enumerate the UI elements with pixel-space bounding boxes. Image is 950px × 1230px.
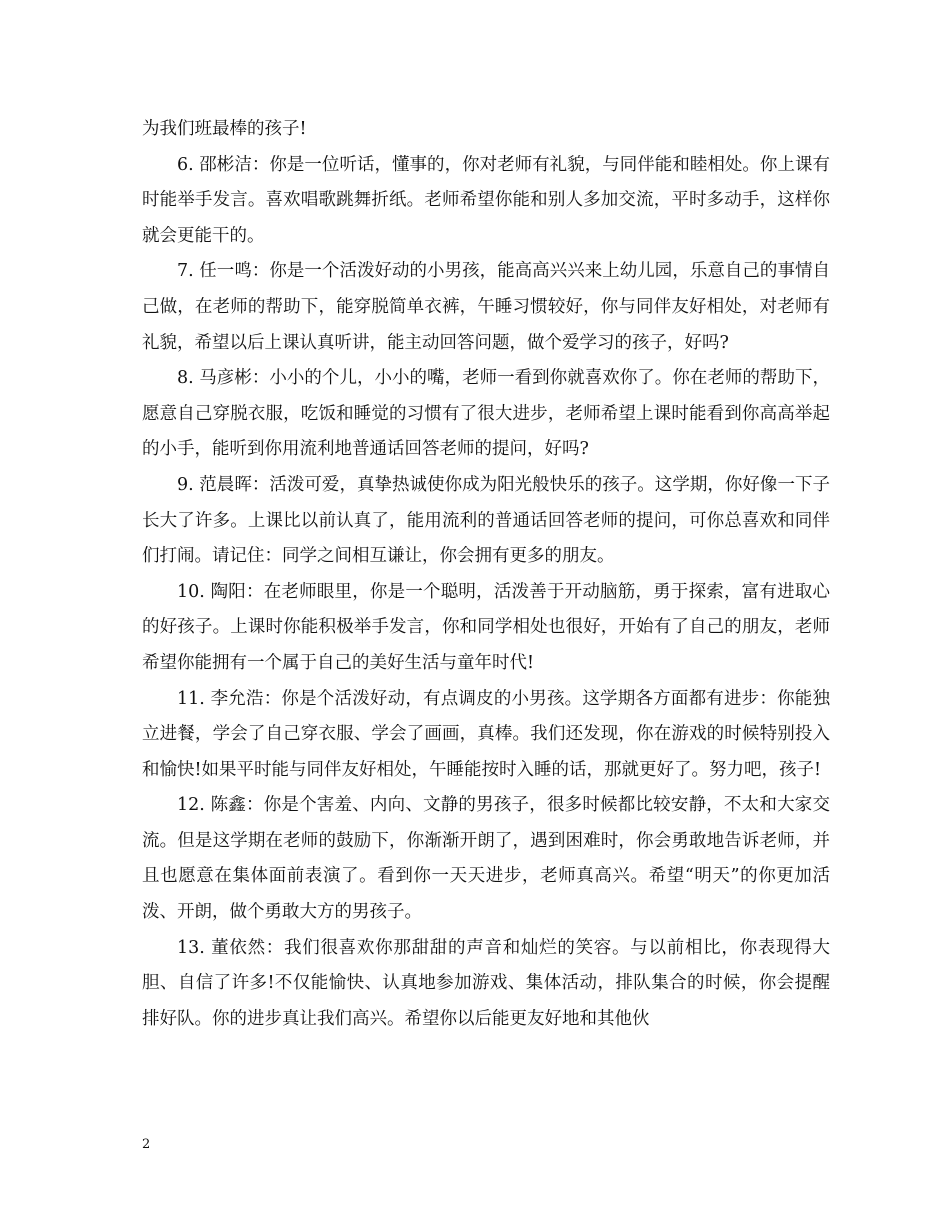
paragraph-comment-9: 9. 范晨晖：活泼可爱，真挚热诚使你成为阳光般快乐的孩子。这学期，你好像一下子长大了许多。上课比以前认真了，能用流利的普通话回答老师的提问，可你总喜欢和同伴们打闹。请记住：同学之间相互谦让，你会拥有更多的朋友。 xyxy=(142,474,830,567)
page-number: 2 xyxy=(142,1137,151,1152)
paragraph-comment-12: 12. 陈鑫：你是个害羞、内向、文静的男孩子，很多时候都比较安静，不太和大家交流。但是这学期在老师的鼓励下，你渐渐开朗了，遇到困难时，你会勇敢地告诉老师，并且也愿意在集体面前表演了。看到你一天天进步，老师真高兴。希望“明天”的你更加活泼、开朗，做个勇敢大方的男孩子。 xyxy=(142,795,830,923)
paragraph-comment-11: 11. 李允浩：你是个活泼好动，有点调皮的小男孩。这学期各方面都有进步：你能独立进餐，学会了自己穿衣服、学会了画画，真棒。我们还发现，你在游戏的时候特别投入和愉快!如果平时能与同伴友好相处，午睡能按时入睡的话，那就更好了。努力吧，孩子! xyxy=(142,688,830,780)
document-body xyxy=(142,112,830,1037)
paragraph-comment-8: 8. 马彦彬：小小的个儿，小小的嘴，老师一看到你就喜欢你了。你在老师的帮助下，愿意自己穿脱衣服，吃饭和睡觉的习惯有了很大进步，老师希望上课时能看到你高高举起的小手，能听到你用流利地普通话回答老师的提问，好吗? xyxy=(142,368,830,460)
paragraph-comment-13: 13. 董依然：我们很喜欢你那甜甜的声音和灿烂的笑容。与以前相比，你表现得大胆、自信了许多!不仅能愉快、认真地参加游戏、集体活动，排队集合的时候，你会提醒排好队。你的进步真让我们高兴。希望你以后能更友好地和其他伙 xyxy=(142,937,830,1029)
paragraph-comment-10: 10. 陶阳：在老师眼里，你是一个聪明，活泼善于开动脑筋，勇于探索，富有进取心的好孩子。上课时你能积极举手发言，你和同学相处也很好，开始有了自己的朋友，老师希望你能拥有一个属于自己的美好生活与童年时代! xyxy=(142,581,830,673)
paragraph-comment-6: 6. 邵彬洁：你是一位听话，懂事的，你对老师有礼貌，与同伴能和睦相处。你上课有时能举手发言。喜欢唱歌跳舞折纸。老师希望你能和别人多加交流，平时多动手，这样你就会更能干的。 xyxy=(142,154,830,246)
paragraph-comment-7: 7. 任一鸣：你是一个活泼好动的小男孩，能高高兴兴来上幼儿园，乐意自己的事情自己做，在老师的帮助下，能穿脱简单衣裤，午睡习惯较好，你与同伴友好相处，对老师有礼貌，希望以后上课认真听讲，能主动回答问题，做个爱学习的孩子，好吗? xyxy=(142,261,830,353)
paragraph-continuation: 为我们班最棒的孩子! xyxy=(142,119,307,139)
